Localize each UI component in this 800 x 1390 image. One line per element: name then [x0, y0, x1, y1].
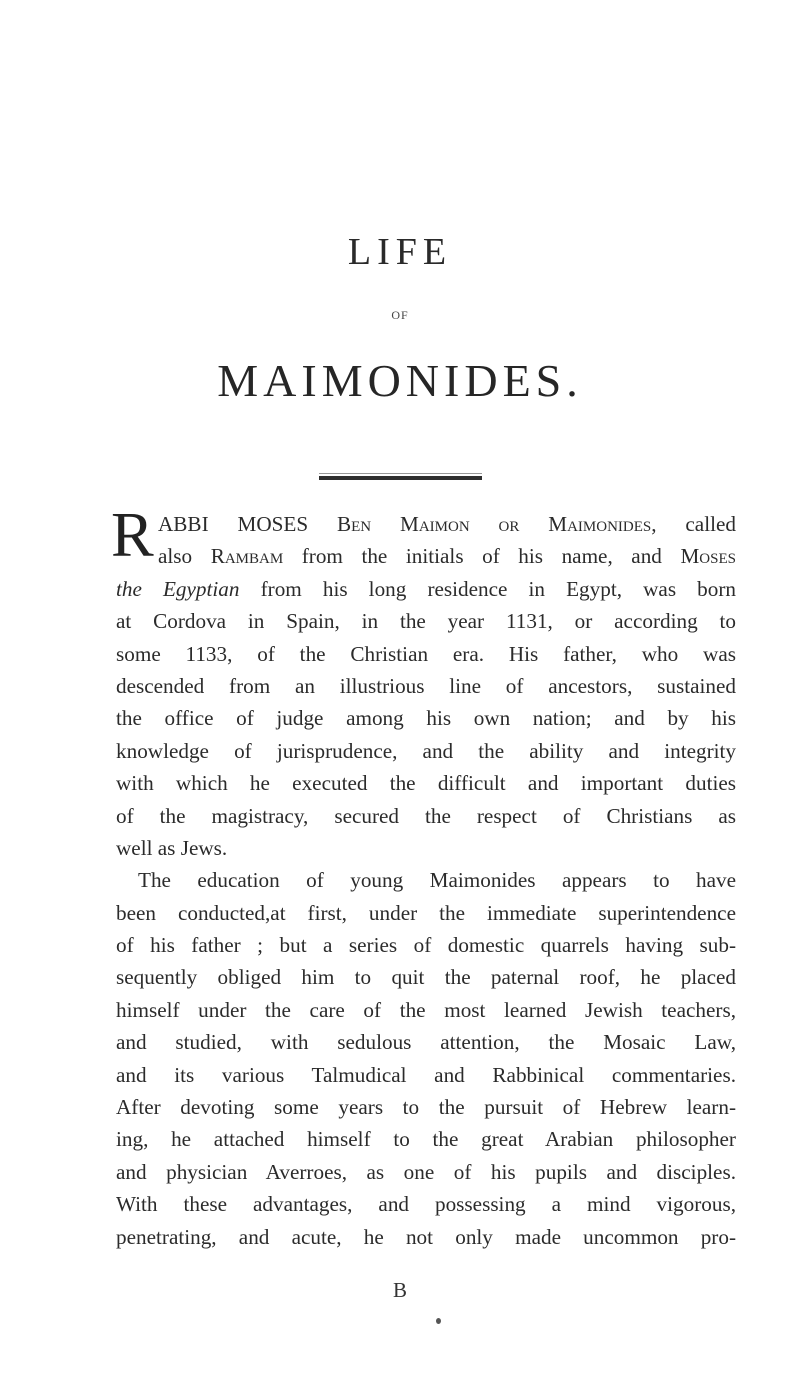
text-line: also Rambam from the initials of his name, and Moses [158, 544, 736, 569]
title-of: OF [391, 308, 409, 322]
text-line: with which he executed the difficult and important duties [116, 771, 736, 796]
body-text [116, 508, 736, 1253]
small-caps-text: Rambam [210, 544, 284, 569]
text-line: sequently obliged him to quit the paternal roof, he placed [116, 965, 736, 990]
signature-mark: B [392, 1278, 407, 1302]
small-caps-text: Moses [680, 544, 736, 569]
text-line: the office of judge among his own nation; and by his [116, 706, 736, 731]
text-line: the Egyptian from his long residence in Egypt, was born [116, 576, 736, 601]
italic-text: the Egyptian [116, 576, 240, 601]
text-line: and studied, with sedulous attention, the Mosaic Law, [116, 1030, 736, 1055]
text-line: of the magistracy, secured the respect of Christians as [116, 803, 736, 828]
ink-speck [436, 1318, 441, 1324]
text-line: After devoting some years to the pursuit of Hebrew learn- [116, 1095, 736, 1120]
text-line: and its various Talmudical and Rabbinical commentaries. [116, 1062, 736, 1087]
text-line: The education of young Maimonides appears to have [138, 868, 736, 893]
text-line: and physician Averroes, as one of his pupils and disciples. [116, 1159, 736, 1184]
text-line: some 1133, of the Christian era. His father, who was [116, 641, 736, 666]
title-maimonides: MAIMONIDES. [217, 355, 583, 406]
text-line: descended from an illustrious line of ancestors, sustained [116, 673, 736, 698]
drop-cap: R [111, 499, 154, 570]
small-caps-text: Ben Maimon or Maimonides, [337, 512, 657, 536]
text-line: penetrating, and acute, he not only made uncommon pro- [116, 1224, 736, 1249]
text-line: knowledge of jurisprudence, and the ability and integrity [116, 738, 736, 763]
text-line: at Cordova in Spain, in the year 1131, or according to [116, 609, 736, 634]
text-line: well as Jews. [116, 835, 228, 860]
text-line: ing, he attached himself to the great Arabian philosopher [116, 1127, 736, 1152]
title-rule [319, 476, 482, 480]
text-line: With these advantages, and possessing a mind vigorous, [116, 1192, 736, 1217]
text-line: of his father ; but a series of domestic quarrels having sub- [116, 933, 736, 958]
title-rule-thin [319, 473, 482, 474]
text-line: ABBI MOSES Ben Maimon or Maimonides, called [158, 512, 736, 536]
title-life: LIFE [347, 231, 453, 273]
text-line: been conducted,at first, under the immediate superintendence [116, 900, 736, 925]
text-line: himself under the care of the most learned Jewish teachers, [116, 997, 736, 1022]
